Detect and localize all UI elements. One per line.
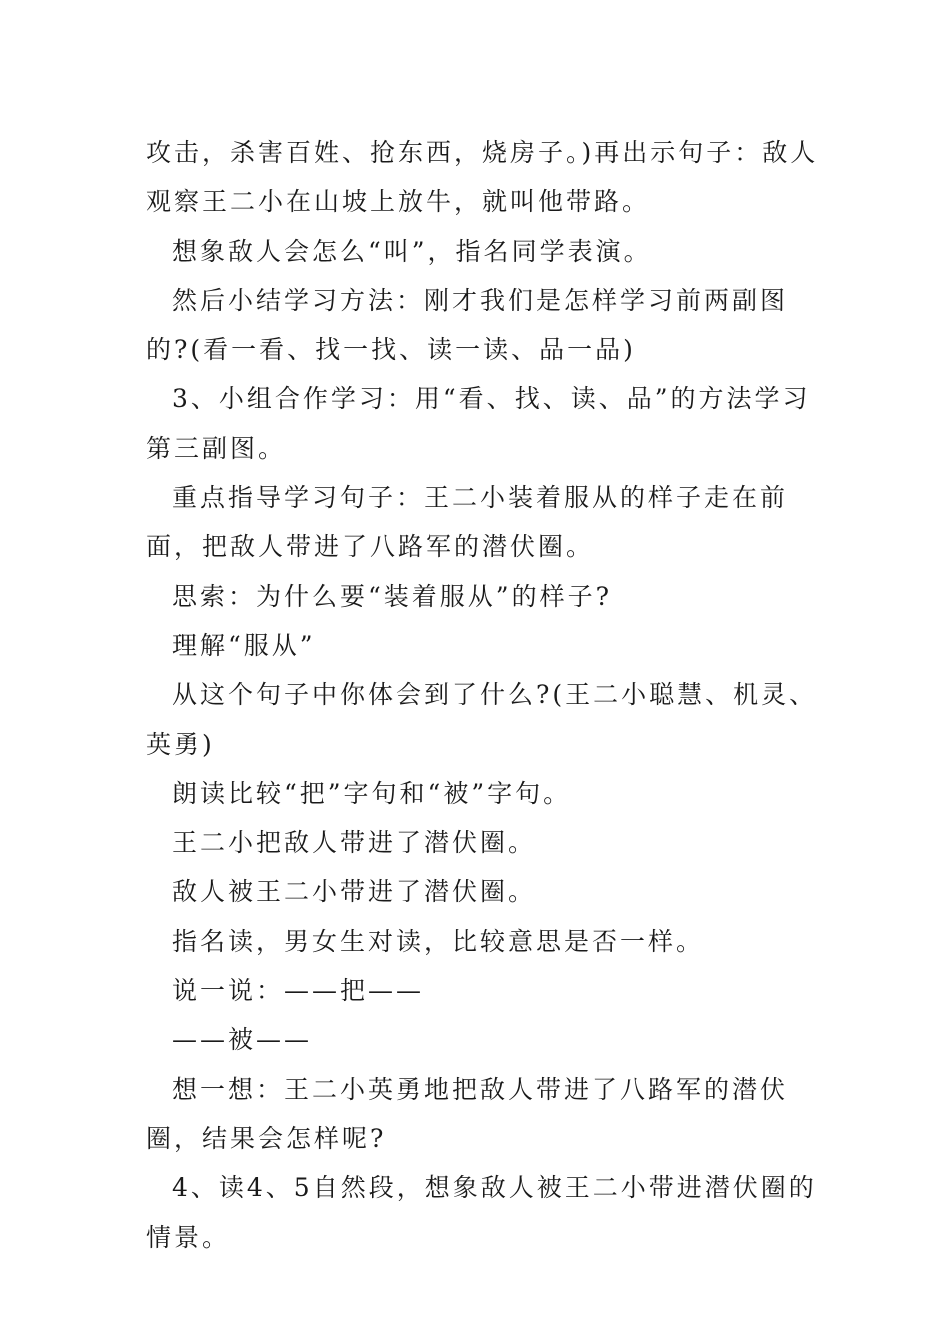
- paragraph-6: 思索：为什么要“装着服从”的样子?: [172, 581, 612, 611]
- paragraph-3: 然后小结学习方法：刚才我们是怎样学习前两副图的?(看一看、找一找、读一读、品一品): [146, 285, 789, 365]
- paragraph-1: 攻击，杀害百姓、抢东西，烧房子。)再出示句子：敌人观察王二小在山坡上放牛，就叫他带路。: [146, 138, 819, 217]
- paragraph-7: 理解“服从”: [172, 630, 316, 660]
- paragraph-15: 想一想：王二小英勇地把敌人带进了八路军的潜伏圈，结果会怎样呢?: [146, 1074, 789, 1153]
- paragraph-12: 指名读，男女生对读，比较意思是否一样。: [172, 926, 705, 956]
- paragraph-2: 想象敌人会怎么“叫”，指名同学表演。: [172, 236, 652, 266]
- paragraph-9: 朗读比较“把”字句和“被”字句。: [172, 778, 572, 808]
- paragraph-4: 3、小组合作学习：用“看、找、读、品”的方法学习第三副图。: [146, 384, 811, 463]
- paragraph-13: 说一说：——把——: [172, 976, 425, 1006]
- paragraph-11: 敌人被王二小带进了潜伏圈。: [172, 877, 537, 907]
- paragraph-5: 重点指导学习句子：王二小装着服从的样子走在前面，把敌人带进了八路军的潜伏圈。: [146, 483, 789, 562]
- paragraph-14: ——被——: [172, 1025, 313, 1055]
- paragraph-10: 王二小把敌人带进了潜伏圈。: [172, 828, 537, 858]
- paragraph-8: 从这个句子中你体会到了什么?(王二小聪慧、机灵、英勇): [146, 680, 818, 759]
- document-body: [146, 128, 826, 1262]
- paragraph-16: 4、读4、5自然段，想象敌人被王二小带进潜伏圈的情景。: [146, 1173, 817, 1252]
